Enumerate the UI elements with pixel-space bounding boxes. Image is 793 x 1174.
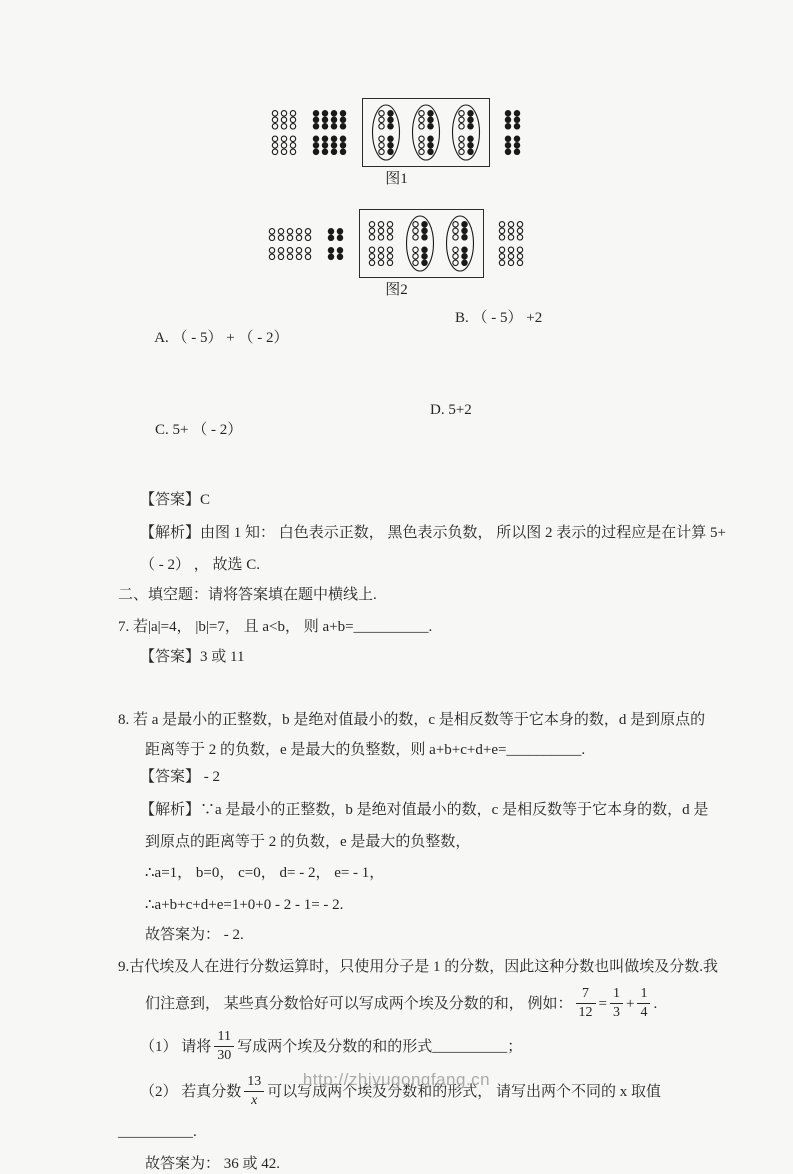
circled-pair-oval [445, 215, 475, 272]
question-8-line1: 8. 若 a 是最小的正整数，b 是绝对值最小的数，c 是相反数等于它本身的数，d 是到原点的 [118, 712, 706, 728]
fraction-11-30: $\frac{11}{30}$ [214, 1028, 234, 1065]
q9-part1-prefix: （1） 请将 [140, 1038, 212, 1055]
q8-answer: 【答案】 - 2 [140, 769, 220, 785]
black-dot-group [327, 228, 345, 260]
section-2-heading: 二、填空题：请将答案填在题中横线上. [118, 587, 377, 603]
circled-pair-oval [411, 104, 441, 161]
white-dot-group [271, 110, 298, 155]
figure-2 [0, 209, 793, 300]
q9-answer-blank: __________. [118, 1124, 197, 1140]
question-9-line2 [145, 985, 793, 1022]
circled-pair-oval [451, 104, 481, 161]
question-7-text: 7. 若|a|=4， |b|=7， 且 a<b， 则 a+b=__________. [118, 619, 433, 635]
q9-line2-text: 们注意到， 某些真分数恰好可以写成两个埃及分数的和， 例如： [145, 995, 573, 1012]
q6-analysis-line1: 【解析】由图 1 知： 白色表示正数， 黑色表示负数， 所以图 2 表示的过程应是在计算 5+ [140, 525, 726, 541]
options-row-2 [140, 400, 793, 480]
figure-1-label: 图1 [385, 171, 408, 187]
figure-1-diagram [271, 98, 522, 167]
question-8-line2: 距离等于 2 的负数，e 是最大的负整数，则 a+b+c+d+e=__________. [145, 742, 586, 758]
q7-answer: 【答案】3 或 11 [140, 649, 245, 665]
q6-analysis-line2: （ - 2） ， 故选 C. [140, 557, 261, 573]
equals-sign: = [598, 995, 607, 1012]
circled-pair-oval [405, 215, 435, 272]
option-b: B. （ - 5） +2 [455, 310, 543, 326]
white-dot-group [368, 221, 395, 266]
figure-box [359, 209, 484, 278]
option-c: C. 5+ （ - 2） [155, 422, 243, 438]
fraction-1-3: $\frac{1}{3}$ [610, 985, 623, 1022]
white-dot-group [268, 228, 313, 260]
figure-box [362, 98, 490, 167]
q8-deduction-2: ∴a+b+c+d+e=1+0+0 - 2 - 1= - 2. [145, 897, 344, 913]
plus-sign: + [625, 995, 635, 1012]
fraction-13-x: $\frac{13}{x}$ [244, 1073, 264, 1110]
circled-pair-oval [371, 104, 401, 161]
black-dot-group [312, 110, 348, 155]
option-a: A. （ - 5） + （ - 2） [154, 330, 289, 346]
q9-part2-suffix: 可以写成两个埃及分数和的形式， 请写出两个不同的 x 取值 [267, 1083, 662, 1100]
options-row-1 [140, 308, 793, 388]
q9-conclusion: 故答案为： 36 或 42. [145, 1156, 281, 1172]
q8-analysis-line2: 到原点的距离等于 2 的负数，e 是最大的负整数， [145, 834, 471, 850]
figure-2-diagram [268, 209, 525, 278]
figure-1 [0, 98, 793, 189]
watermark-url: http://zhiyugongfang.cn [302, 1070, 491, 1089]
question-9-part1 [140, 1028, 793, 1065]
q8-deduction-1: ∴a=1， b=0， c=0， d= - 2， e= - 1， [145, 865, 385, 881]
white-dot-group [498, 221, 525, 266]
period: . [653, 995, 658, 1012]
fraction-7-12: $\frac{7}{12}$ [576, 985, 596, 1022]
q9-part2-prefix: （2） 若真分数 [140, 1083, 242, 1100]
black-dot-group [504, 110, 522, 155]
fraction-1-4: $\frac{1}{4}$ [637, 985, 650, 1022]
q9-part1-suffix: 写成两个埃及分数的和的形式__________； [237, 1038, 523, 1055]
q8-analysis-line1: 【解析】∵a 是最小的正整数，b 是绝对值最小的数，c 是相反数等于它本身的数，d 是 [140, 802, 709, 818]
option-d: D. 5+2 [430, 402, 472, 418]
question-9-line1: 9.古代埃及人在进行分数运算时，只使用分子是 1 的分数，因此这种分数也叫做埃及分数.我 [118, 959, 719, 975]
figure-2-label: 图2 [385, 282, 408, 298]
q8-conclusion: 故答案为： - 2. [145, 927, 244, 943]
q6-answer: 【答案】C [140, 492, 211, 508]
